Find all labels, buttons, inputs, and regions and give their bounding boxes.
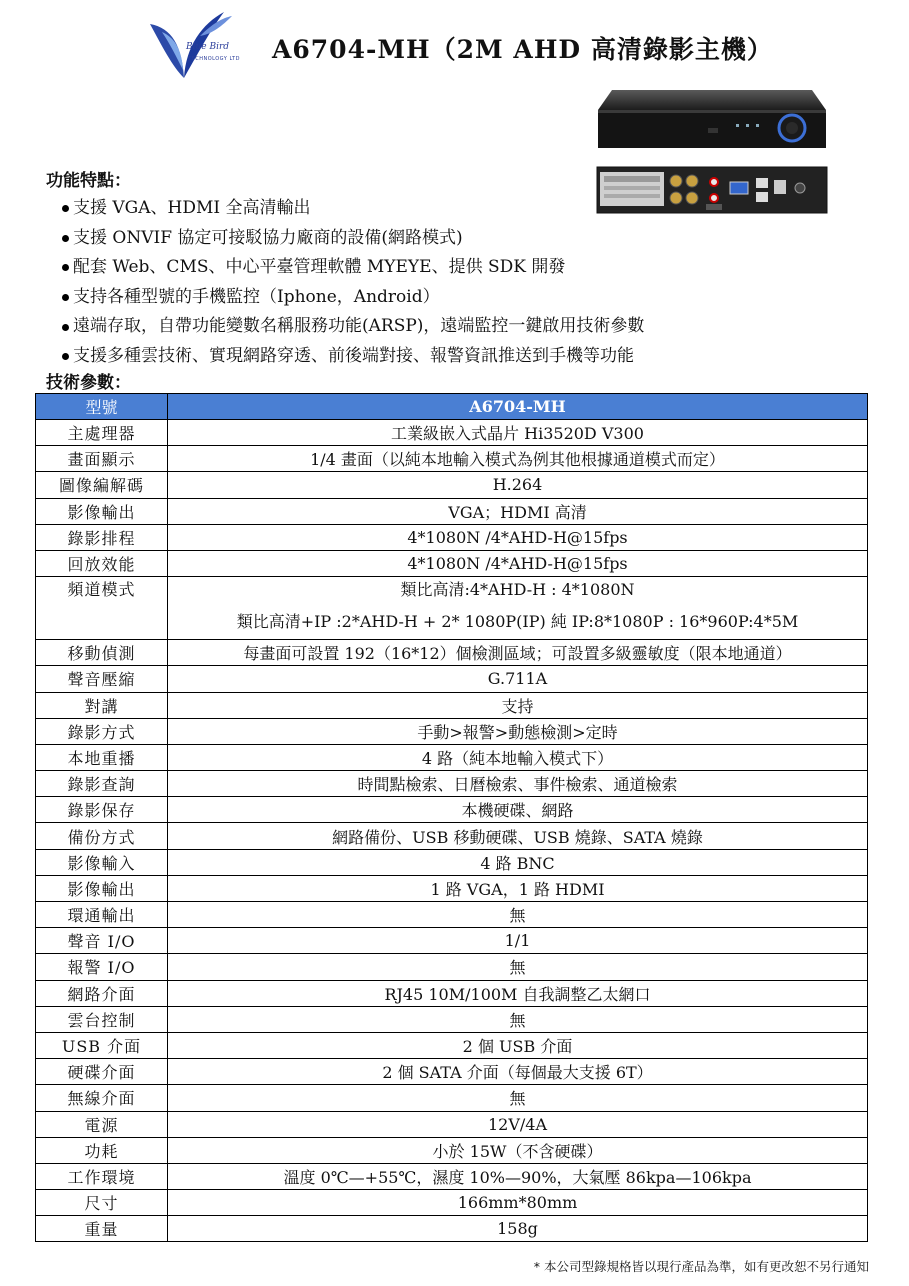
table-row: 主處理器 工業級嵌入式晶片 Hi3520D V300 (36, 420, 868, 446)
table-row: 影像輸出 1 路 VGA，1 路 HDMI (36, 875, 868, 901)
page-title: A6704-MH（2M AHD 高清錄影主機） (272, 35, 773, 64)
table-row: 報警 I/O 無 (36, 954, 868, 980)
spec-header-model: A6704-MH (168, 394, 868, 420)
table-row: 雲台控制 無 (36, 1006, 868, 1032)
table-row: 影像輸入 4 路 BNC (36, 849, 868, 875)
bullet-icon (62, 205, 69, 212)
table-row: 重量 158g (36, 1216, 868, 1242)
bullet-icon (62, 235, 69, 242)
table-row: 硬碟介面 2 個 SATA 介面（每個最大支援 6T） (36, 1059, 868, 1085)
disclaimer-footnote: * 本公司型錄規格皆以現行產品為準，如有更改恕不另行通知 (533, 1259, 869, 1274)
table-row: 影像輸出 VGA；HDMI 高清 (36, 498, 868, 524)
table-row: 電源 12V/4A (36, 1111, 868, 1137)
table-row: 錄影方式 手動>報警>動態檢測>定時 (36, 718, 868, 744)
table-row: 環通輸出 無 (36, 902, 868, 928)
table-row: 備份方式 網路備份、USB 移動硬碟、USB 燒錄、SATA 燒錄 (36, 823, 868, 849)
feature-item: 遠端存取，自帶功能變數名稱服務功能(ARSP)，遠端監控一鍵啟用技術參數 (62, 312, 644, 342)
table-row: 錄影排程 4*1080N /4*AHD-H@15fps (36, 524, 868, 550)
table-row-channel-mode: 頻道模式 類比高清:4*AHD-H : 4*1080N 類比高清+IP :2*AHD-H + 2* 1080P(IP) 純 IP:8*1080P : 16*960P:4*5M (36, 577, 868, 640)
brand-subtitle: TECHNOLOGY LTD (188, 56, 240, 62)
bullet-icon (62, 294, 69, 301)
table-row: 錄影保存 本機硬碟、網路 (36, 797, 868, 823)
features-list (62, 194, 644, 372)
table-row: 尺寸 166mm*80mm (36, 1190, 868, 1216)
table-row: 聲音 I/O 1/1 (36, 928, 868, 954)
bullet-icon (62, 324, 69, 331)
feature-item: 支持各種型號的手機監控（Iphone，Android） (62, 283, 644, 313)
table-row: 聲音壓縮 G.711A (36, 666, 868, 692)
table-row: 畫面顯示 1/4 畫面（以純本地輸入模式為例其他根據通道模式而定） (36, 446, 868, 472)
spec-table (35, 393, 868, 1242)
bullet-icon (62, 264, 69, 271)
feature-item: 配套 Web、CMS、中心平臺管理軟體 MYEYE、提供 SDK 開發 (62, 253, 644, 283)
table-row: 網路介面 RJ45 10M/100M 自我調整乙太網口 (36, 980, 868, 1006)
table-row: 無線介面 無 (36, 1085, 868, 1111)
spec-header-label: 型號 (36, 394, 168, 420)
feature-item: 支援多種雲技術、實現網路穿透、前後端對接、報警資訊推送到手機等功能 (62, 342, 644, 372)
table-row: USB 介面 2 個 USB 介面 (36, 1032, 868, 1058)
table-row: 圖像編解碼 H.264 (36, 472, 868, 498)
feature-item: 支援 VGA、HDMI 全高清輸出 (62, 194, 644, 224)
table-row: 移動偵測 每畫面可設置 192（16*12）個檢測區域；可設置多級靈敏度（限本地通道） (36, 640, 868, 666)
features-heading: 功能特點： (46, 171, 131, 191)
spec-header-row (36, 394, 868, 420)
table-row: 錄影查詢 時間點檢索、日曆檢索、事件檢索、通道檢索 (36, 771, 868, 797)
table-row: 回放效能 4*1080N /4*AHD-H@15fps (36, 550, 868, 576)
table-row: 本地重播 4 路（純本地輸入模式下） (36, 744, 868, 770)
table-row: 對講 支持 (36, 692, 868, 718)
spec-heading: 技術參數： (46, 373, 131, 393)
feature-item: 支援 ONVIF 協定可接駁協力廠商的設備(網路模式) (62, 224, 644, 254)
brand-name: Blue Bird (186, 42, 230, 52)
table-row: 工作環境 溫度 0℃—+55℃，濕度 10%—90%，大氣壓 86kpa—106kpa (36, 1163, 868, 1189)
bullet-icon (62, 353, 69, 360)
dvr-front-image (596, 88, 828, 150)
table-row: 功耗 小於 15W（不含硬碟） (36, 1137, 868, 1163)
